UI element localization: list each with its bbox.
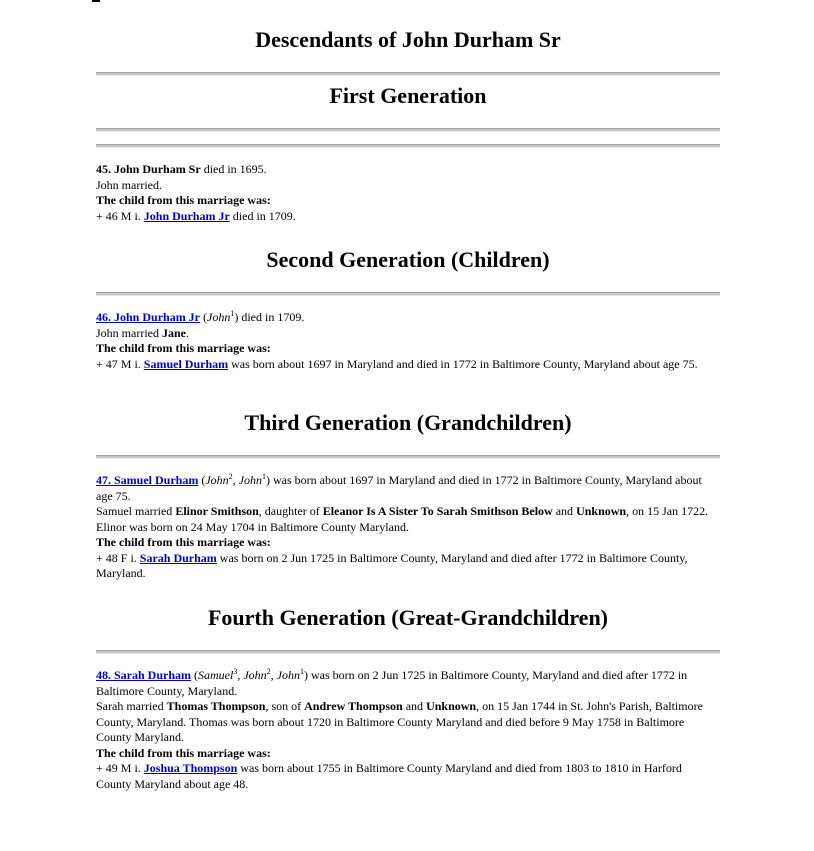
- person-link-46[interactable]: 46. John Durham Jr: [96, 310, 201, 324]
- generation-heading-2: Second Generation (Children): [266, 247, 550, 272]
- generation-heading-3: Third Generation (Grandchildren): [244, 410, 572, 435]
- person-line: 48. Sarah Durham (Samuel$^3$, John$^2$, John$^1$) was born on 2 Jun 1725 in Baltimore County, Maryland and died after 1772 in Baltimore County, Maryland.: [96, 667, 688, 698]
- divider: [96, 72, 720, 76]
- child-line: + 49 M i. Joshua Thompson was born about 1755 in Baltimore County Maryland and died from 1803 to 1810 in Harford County Maryland about age 48.: [96, 761, 682, 791]
- marriage-line: John married.: [96, 177, 162, 192]
- marriage-line: Samuel married Elinor Smithson, daughter of Eleanor Is A Sister To Sarah Smithson Below and Unknown, on 15 Jan 1722. Elinor was born on 24 May 1704 in Baltimore County Maryland.: [96, 504, 709, 534]
- divider: [96, 144, 720, 148]
- divider: [96, 292, 720, 296]
- person-line: 46. John Durham Jr (John$^1$) died in 1709.: [96, 309, 305, 324]
- divider: [96, 650, 720, 654]
- child-line: + 48 F i. Sarah Durham was born on 2 Jun 1725 in Baltimore County, Maryland and died after 1772 in Baltimore County, Maryland.: [96, 550, 688, 580]
- child-header: The child from this marriage was:: [96, 341, 271, 355]
- child-header: The child from this marriage was:: [96, 193, 271, 207]
- person-entry-48: [96, 668, 720, 792]
- child-header: The child from this marriage was:: [96, 745, 271, 760]
- person-entry-46: [96, 310, 720, 372]
- child-link-49[interactable]: Joshua Thompson: [143, 761, 238, 775]
- person-line: 45. John Durham Sr died in 1695.: [96, 162, 267, 176]
- person-link-48[interactable]: 48. Sarah Durham: [96, 668, 192, 682]
- person-name: 45. John Durham Sr: [96, 162, 201, 176]
- marriage-line: John married Jane.: [96, 325, 189, 340]
- generation-heading-1: First Generation: [329, 83, 487, 108]
- child-link-47[interactable]: Samuel Durham: [143, 356, 229, 371]
- divider: [96, 455, 720, 459]
- child-line: + 46 M i. John Durham Jr died in 1709.: [96, 208, 296, 223]
- page-title: Descendants of John Durham Sr: [255, 27, 561, 52]
- child-line: + 47 M i. Samuel Durham was born about 1697 in Maryland and died in 1772 in Baltimore County, Maryland about age 75.: [96, 356, 698, 371]
- person-link-47[interactable]: 47. Samuel Durham: [96, 473, 199, 487]
- top-marker: [92, 0, 100, 2]
- marriage-line: Sarah married Thomas Thompson, son of Andrew Thompson and Unknown, on 15 Jan 1744 in St. John's Parish, Baltimore County, Maryland. Thomas was born about 1720 in Baltimore County Maryland and died before 9 May 1758 in Baltimore County Maryland.: [96, 699, 703, 744]
- child-link-46[interactable]: John Durham Jr: [143, 208, 230, 223]
- divider: [96, 128, 720, 132]
- person-line: 47. Samuel Durham (John$^2$, John$^1$) was born about 1697 in Maryland and died in 1772 in Baltimore County, Maryland about age 75.: [96, 472, 702, 503]
- person-entry-47: [96, 473, 720, 582]
- child-header: The child from this marriage was:: [96, 535, 271, 549]
- child-link-48[interactable]: Sarah Durham: [139, 550, 217, 565]
- generation-heading-4: Fourth Generation (Great-Grandchildren): [207, 605, 609, 630]
- person-entry-45: [96, 162, 720, 224]
